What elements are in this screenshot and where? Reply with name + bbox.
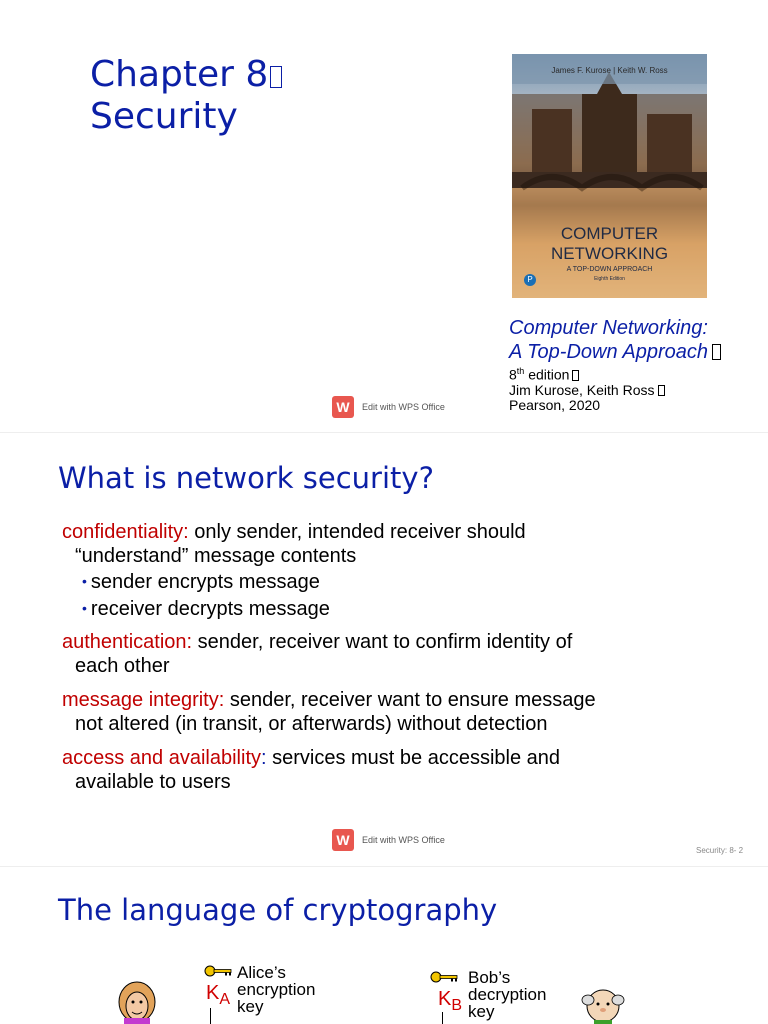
wps-edit-badge[interactable] (332, 396, 445, 418)
goal-term-colon: : (261, 747, 267, 769)
goal-access-availability (62, 746, 752, 794)
alice-key-symbol (206, 982, 230, 1009)
goal-desc-cont: “understand” message contents (75, 545, 357, 567)
slide1-title-line1: Chapter 8 (90, 54, 269, 95)
goal-message-integrity (62, 688, 752, 736)
alice-key-label (237, 964, 315, 1015)
goal-term: access and availability (62, 747, 261, 769)
bob-figure (580, 980, 626, 1024)
caption-title-line2-row (509, 340, 764, 364)
slide1-title-line2: Security (90, 96, 238, 137)
alice-key-line2: encryption (237, 980, 316, 999)
bob-key-line2: decryption (468, 985, 547, 1004)
missing-glyph-box (658, 385, 665, 396)
goal-desc: sender, receiver want to ensure message (224, 689, 596, 711)
goal-desc: only sender, intended receiver should (188, 521, 526, 543)
book-title-line1: COMPUTER (560, 224, 659, 243)
caption-title-line2: A Top-Down Approach (509, 341, 709, 363)
slide3-title: The language of cryptography (58, 893, 498, 927)
alice-key-sub: A (219, 991, 231, 1008)
book-cover (512, 54, 707, 298)
bullet-text: receiver decrypts message (90, 598, 330, 620)
confidentiality-bullets (62, 568, 752, 622)
bullet-item (82, 595, 752, 622)
goal-term: authentication: (62, 631, 193, 653)
slide2-title: What is network security? (58, 461, 434, 495)
bullet-item (82, 568, 752, 595)
book-edition: Eighth Edition (594, 276, 625, 282)
slide-divider (0, 432, 768, 433)
caption-edition (509, 364, 764, 383)
bob-key-sub: B (451, 997, 463, 1014)
wps-edit-label: Edit with WPS Office (362, 402, 445, 412)
slide1-title (90, 54, 282, 138)
alice-key-icon (203, 964, 233, 978)
goal-desc-cont: each other (75, 655, 170, 677)
bob-key-symbol (438, 988, 462, 1015)
missing-glyph-box (572, 370, 579, 381)
bullet-text: sender encrypts message (90, 571, 320, 593)
caption-title-line1: Computer Networking: (509, 317, 708, 339)
caption-edition-num: 8 (509, 366, 517, 383)
alice-figure (114, 974, 160, 1024)
wps-logo-icon: W (332, 396, 354, 418)
book-subtitle: A TOP-DOWN APPROACH (566, 266, 653, 273)
goal-authentication (62, 630, 752, 678)
bullet-dot-icon: • (82, 573, 87, 589)
missing-glyph-box (270, 66, 282, 88)
alice-key-arrow-stem (210, 1008, 211, 1024)
alice-key-line1: Alice’s (237, 963, 286, 982)
caption-authors: Jim Kurose, Keith Ross (509, 381, 655, 398)
bob-key-line3: key (468, 1002, 495, 1021)
bob-key-icon (429, 970, 459, 984)
goal-desc-cont: not altered (in transit, or afterwards) without detection (75, 713, 548, 735)
goal-desc: services must be accessible and (266, 747, 561, 769)
wps-edit-badge[interactable] (332, 829, 445, 851)
caption-publisher: Pearson, 2020 (509, 396, 601, 413)
wps-edit-label: Edit with WPS Office (362, 835, 445, 845)
publisher-logo (524, 274, 536, 286)
slide-footer: Security: 8- 2 (696, 846, 744, 855)
book-authors: James F. Kurose | Keith W. Ross (551, 66, 668, 75)
bob-key-arrow-stem (442, 1012, 443, 1024)
caption-edition-sup: th (516, 366, 525, 376)
alice-key-line3: key (237, 997, 264, 1016)
bob-key-label (468, 969, 546, 1020)
book-title-line2: NETWORKING (550, 244, 669, 263)
goal-term: confidentiality: (62, 521, 189, 543)
caption-authors-row (509, 383, 764, 398)
goal-desc-cont: available to users (75, 771, 231, 793)
goal-term: message integrity: (62, 689, 225, 711)
bob-key-K: K (438, 988, 452, 1010)
publisher-logo-letter: P (527, 275, 533, 284)
bullet-dot-icon: • (82, 600, 87, 616)
wps-logo-icon: W (332, 829, 354, 851)
slide-divider (0, 866, 768, 867)
security-goals-list (62, 520, 752, 794)
caption-edition-word: edition (524, 366, 570, 383)
book-caption (509, 316, 764, 413)
alice-key-K: K (206, 982, 220, 1004)
goal-desc: sender, receiver want to confirm identity of (192, 631, 573, 653)
goal-confidentiality (62, 520, 752, 568)
missing-glyph-box (712, 344, 721, 360)
bob-key-line1: Bob’s (468, 968, 511, 987)
